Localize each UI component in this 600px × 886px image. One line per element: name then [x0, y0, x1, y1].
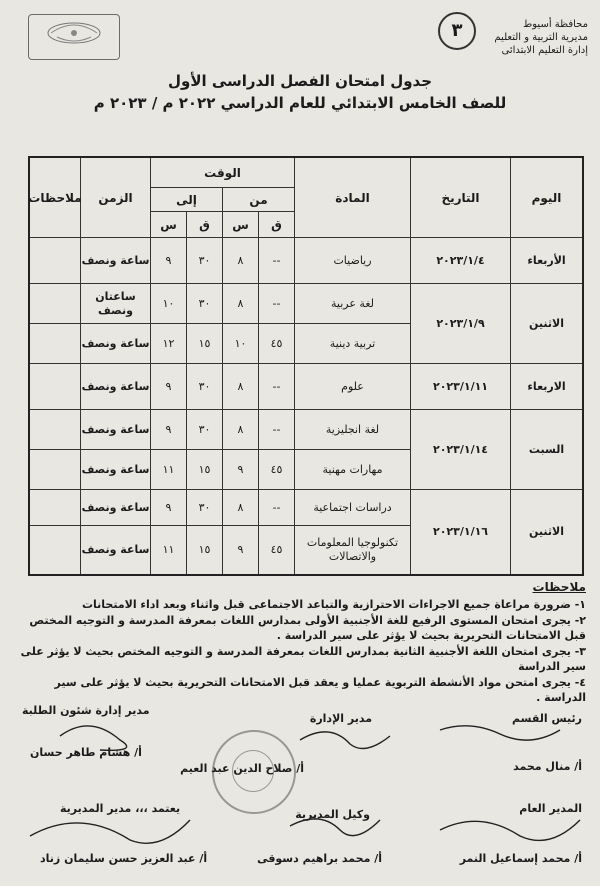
note-item: ١- ضرورة مراعاة جميع الاجراءات الاحترازية والتباعد الاجتماعى قبل واثناء وبعد اداء الامتحانات [81, 598, 586, 611]
from-s-cell: ٨ [222, 364, 258, 410]
exam-schedule-table [28, 156, 584, 576]
to-s-cell: ٩ [150, 490, 186, 526]
header-day: اليوم [510, 158, 582, 238]
to-q-cell: ١٥ [186, 450, 222, 490]
sig-title-section-head: رئيس القسم [512, 712, 582, 725]
notes-cell [30, 324, 80, 364]
sig-name-general-director: أ/ محمد إسماعيل النمر [459, 852, 582, 865]
day-cell: الأربعاء [510, 238, 582, 284]
notes-cell [30, 526, 80, 574]
header-date: التاريخ [410, 158, 510, 238]
to-s-cell: ٩ [150, 364, 186, 410]
day-cell: السبت [510, 410, 582, 490]
date-cell: ٢٠٢٣/١/١٤ [410, 410, 510, 490]
document-title: جدول امتحان الفصل الدراسى الأول [167, 72, 433, 90]
to-q-cell: ٣٠ [186, 284, 222, 324]
subject-cell: لغة عربية [294, 284, 410, 324]
sig-title-general-director: المدير العام [519, 802, 582, 815]
day-cell: الاثنين [510, 284, 582, 364]
sig-name-deputy: أ/ محمد براهيم دسوقى [257, 852, 382, 865]
from-s-cell: ٩ [222, 526, 258, 574]
from-q-cell: -- [258, 490, 294, 526]
duration-cell: ساعتان ونصف [80, 284, 150, 324]
to-q-cell: ١٥ [186, 526, 222, 574]
header-to: إلى [150, 188, 222, 212]
subject-cell: لغة انجليزية [294, 410, 410, 450]
from-s-cell: ٨ [222, 284, 258, 324]
gov-line-3: إدارة التعليم الابتدائى [501, 45, 588, 56]
subject-cell: تكنولوجيا المعلومات والاتصالات [294, 526, 410, 574]
gov-line-1: محافظة أسيوط [523, 19, 588, 30]
to-s-cell: ١١ [150, 450, 186, 490]
header-time: الوقت [150, 158, 294, 188]
header-subject: المادة [294, 158, 410, 238]
duration-cell: ساعة ونصف [80, 490, 150, 526]
to-q-cell: ٣٠ [186, 410, 222, 450]
sig-title-student-affairs: مدير إدارة شئون الطلبة [22, 704, 150, 717]
header-notes: ملاحظات [30, 158, 80, 238]
from-q-cell: -- [258, 364, 294, 410]
notes-heading: ملاحظات [532, 580, 586, 594]
duration-cell: ساعة ونصف [80, 364, 150, 410]
to-s-cell: ٩ [150, 238, 186, 284]
from-q-cell: ٤٥ [258, 324, 294, 364]
notes-section [14, 580, 586, 706]
subject-cell: مهارات مهنية [294, 450, 410, 490]
page-number: ٣ [438, 12, 476, 50]
date-cell: ٢٠٢٣/١/١١ [410, 364, 510, 410]
sig-name-section-head: أ/ منال محمد [513, 760, 582, 773]
note-item: ٤- يجرى امتحن مواد الأنشطة التربوية عمليا و يعقد قبل الامتحانات التحريرية بحيث لا يؤثر على سير الدراسة . [54, 676, 586, 704]
header-to-q: ق [186, 212, 222, 238]
date-cell: ٢٠٢٣/١/١٦ [410, 490, 510, 574]
notes-cell [30, 238, 80, 284]
day-cell: الاربعاء [510, 364, 582, 410]
to-q-cell: ٣٠ [186, 238, 222, 284]
from-q-cell: ٤٥ [258, 526, 294, 574]
handwritten-signatures [0, 700, 600, 886]
to-q-cell: ١٥ [186, 324, 222, 364]
to-q-cell: ٣٠ [186, 364, 222, 410]
notes-cell [30, 490, 80, 526]
sig-title-directorate-head: يعتمد ،،، مدير المديرية [60, 802, 181, 815]
sig-title-deputy: وكيل المديرية [295, 808, 370, 821]
notes-cell [30, 450, 80, 490]
gov-line-2: مديرية التربية و التعليم [494, 32, 588, 43]
date-cell: ٢٠٢٣/١/٤ [410, 238, 510, 284]
sig-name-directorate-head: أ/ عبد العزيز حسن سليمان زناد [40, 852, 208, 865]
from-s-cell: ٨ [222, 238, 258, 284]
note-item: ٢- يجرى امتحان المستوى الرفيع للغة الأجنبية الأولى بمدارس اللغات بمعرفة المدرسة و التوجيه المختص قبل الامتحانات التحريرية بحيث لا يؤثر على سير الدراسة . [29, 614, 586, 642]
notes-cell [30, 364, 80, 410]
to-q-cell: ٣٠ [186, 490, 222, 526]
subject-cell: دراسات اجتماعية [294, 490, 410, 526]
note-item: ٣- يجرى امتحان اللغة الأجنبية الثانية بمدارس اللغات بمعرفة المدرسة و التوجيه المختص بحيث لا يؤثر على سير الدراسة [20, 645, 586, 673]
day-cell: الاثنين [510, 490, 582, 574]
to-s-cell: ١١ [150, 526, 186, 574]
to-s-cell: ١٢ [150, 324, 186, 364]
header-from: من [222, 188, 294, 212]
header-from-q: ق [258, 212, 294, 238]
sig-name-admin-director: أ/ صلاح الدين عبد العيم [180, 762, 304, 775]
from-q-cell: ٤٥ [258, 450, 294, 490]
from-s-cell: ٨ [222, 410, 258, 450]
document-subtitle: للصف الخامس الابتدائي للعام الدراسي ٢٠٢٢ م / ٢٠٢٣ م [93, 94, 507, 112]
subject-cell: رياضيات [294, 238, 410, 284]
from-s-cell: ٨ [222, 490, 258, 526]
from-s-cell: ١٠ [222, 324, 258, 364]
duration-cell: ساعة ونصف [80, 410, 150, 450]
ministry-logo [28, 14, 120, 60]
date-cell: ٢٠٢٣/١/٩ [410, 284, 510, 364]
header-duration: الزمن [80, 158, 150, 238]
to-s-cell: ٩ [150, 410, 186, 450]
to-s-cell: ١٠ [150, 284, 186, 324]
sig-title-admin-director: مدير الإدارة [309, 712, 372, 725]
from-q-cell: -- [258, 284, 294, 324]
notes-cell [30, 410, 80, 450]
from-q-cell: -- [258, 238, 294, 284]
notes-cell [30, 284, 80, 324]
header-from-s: س [222, 212, 258, 238]
duration-cell: ساعة ونصف [80, 450, 150, 490]
from-s-cell: ٩ [222, 450, 258, 490]
duration-cell: ساعة ونصف [80, 526, 150, 574]
from-q-cell: -- [258, 410, 294, 450]
header-to-s: س [150, 212, 186, 238]
sig-name-student-affairs: أ/ هشام طاهر حسان [30, 746, 142, 759]
duration-cell: ساعة ونصف [80, 324, 150, 364]
subject-cell: تربية دينية [294, 324, 410, 364]
subject-cell: علوم [294, 364, 410, 410]
duration-cell: ساعة ونصف [80, 238, 150, 284]
